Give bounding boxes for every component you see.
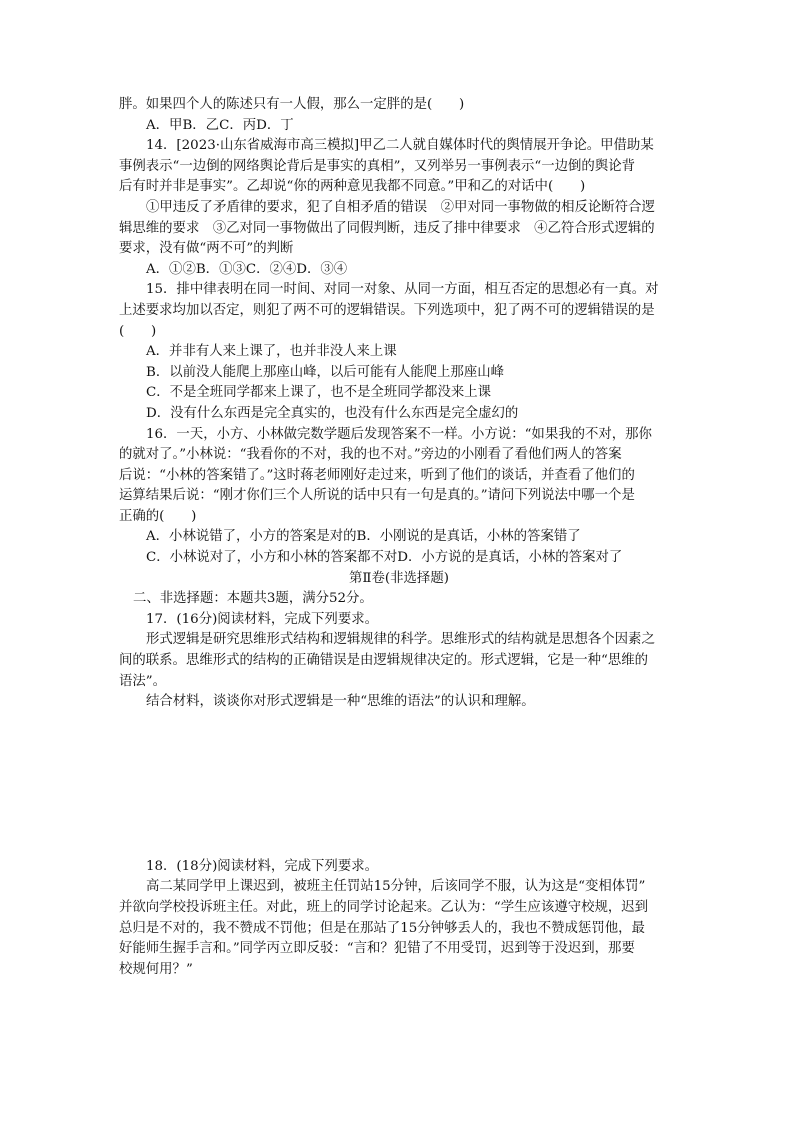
q16-stem-1: 16．一天，小方、小林做完数学题后发现答案不一样。小方说：“如果我的不对，那你 bbox=[146, 426, 652, 442]
q15-option-d: D．没有什么东西是完全真实的，也没有什么东西是完全虚幻的 bbox=[146, 405, 519, 421]
q17-question: 结合材料，谈谈你对形式逻辑是一种“思维的语法”的认识和理解。 bbox=[146, 694, 535, 710]
q15-option-a: A．并非有人来上课了，也并非没人来上课 bbox=[146, 344, 397, 360]
section-instructions: 二、非选择题：本题共3题，满分52分。 bbox=[133, 591, 373, 607]
q14-stem-2: 事例表示“一边倒的网络舆论背后是事实的真相”，又列举另一事例表示“一边倒的舆论背 bbox=[119, 158, 635, 174]
q14-statements-2: 辑思维的要求 ③乙对同一事物做出了同假判断，违反了排中律要求 ④乙符合形式逻辑的 bbox=[119, 220, 655, 236]
q15-stem-1: 15．排中律表明在同一时间、对同一对象、从同一方面，相互否定的思想必有一真。对 bbox=[146, 282, 659, 298]
q18-material-1: 高二某同学甲上课迟到，被班主任罚站15分钟，后该同学不服，认为这是“变相体罚” bbox=[146, 879, 646, 895]
q13-options: A．甲B．乙C．丙D．丁 bbox=[146, 117, 294, 133]
q17-material-3: 语法”。 bbox=[119, 673, 167, 689]
q14-statements-1: ①甲违反了矛盾律的要求，犯了自相矛盾的错误 ②甲对同一事物做的相反论断符合逻 bbox=[146, 199, 655, 215]
q17-header: 17．(16分)阅读材料，完成下列要求。 bbox=[146, 611, 378, 627]
q18-material-5: 校规何用？” bbox=[119, 961, 193, 977]
q15-stem-3: ( ) bbox=[119, 323, 157, 339]
q18-material-2: 并欲向学校投诉班主任。对此，班上的同学讨论起来。乙认为：“学生应该遵守校规，迟到 bbox=[119, 900, 649, 915]
q18-header: 18．(18分)阅读材料，完成下列要求。 bbox=[146, 858, 378, 874]
q14-statements-3: 要求，没有做“两不可”的判断 bbox=[119, 241, 294, 257]
q18-material-3: 总归是不对的，我不赞成不罚他；但是在那站了15分钟够丢人的，我也不赞成惩罚他，最 bbox=[119, 920, 645, 936]
q14-stem-1: 14．[2023·山东省威海市高三模拟]甲乙二人就自媒体时代的舆情展开争论。甲借助某 bbox=[146, 138, 654, 154]
q16-options-cd: C．小林说对了，小方和小林的答案都不对D．小方说的是真话，小林的答案对了 bbox=[146, 550, 623, 566]
q16-options-ab: A．小林说错了，小方的答案是对的B．小刚说的是真话，小林的答案错了 bbox=[146, 529, 581, 545]
q15-stem-2: 上述要求均加以否定，则犯了两不可的逻辑错误。下列选项中，犯了两不可的逻辑错误的是 bbox=[119, 302, 655, 318]
q17-material-1: 形式逻辑是研究思维形式结构和逻辑规律的科学。思维形式的结构就是思想各个因素之 bbox=[146, 632, 655, 648]
q14-stem-3: 后有时并非是事实”。乙却说“你的两种意见我都不同意。”甲和乙的对话中( ) bbox=[119, 179, 586, 195]
q16-stem-3: 后说：“小林的答案错了。”这时蒋老师刚好走过来，听到了他们的谈话，并查看了他们的 bbox=[119, 467, 635, 483]
q17-material-2: 间的联系。思维形式的结构的正确错误是由逻辑规律决定的。形式逻辑，它是一种“思维的 bbox=[119, 653, 649, 669]
answer-space bbox=[119, 713, 679, 857]
q18-material-4: 好能师生握手言和。”同学丙立即反驳：“言和？犯错了不用受罚，迟到等于没迟到，那要 bbox=[119, 941, 635, 957]
q16-stem-4: 运算结果后说：“刚才你们三个人所说的话中只有一句是真的。”请问下列说法中哪一个是 bbox=[119, 488, 635, 504]
page-content bbox=[119, 95, 679, 980]
q14-options: A．①②B．①③C．②④D．③④ bbox=[146, 261, 348, 277]
q16-stem-2: 的就对了。”小林说：“我看你的不对，我的也不对。”旁边的小刚看了看他们两人的答案 bbox=[119, 447, 622, 463]
q15-option-c: C．不是全班同学都来上课了，也不是全班同学都没来上课 bbox=[146, 385, 492, 401]
section-title: 第Ⅱ卷(非选择题) bbox=[349, 570, 449, 586]
q13-tail: 胖。如果四个人的陈述只有一人假，那么一定胖的是( ) bbox=[119, 97, 465, 112]
q15-option-b: B．以前没人能爬上那座山峰，以后可能有人能爬上那座山峰 bbox=[146, 364, 504, 380]
q16-stem-5: 正确的( ) bbox=[119, 508, 197, 524]
